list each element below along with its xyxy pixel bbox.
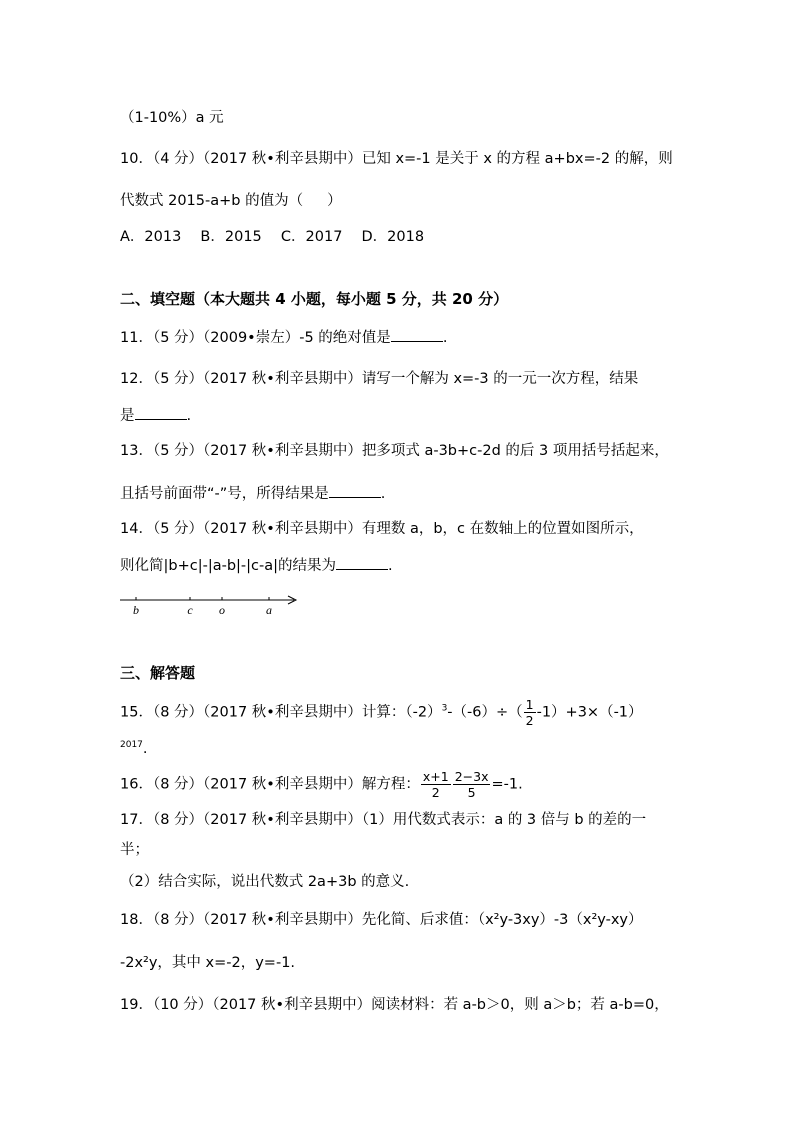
label-o: o xyxy=(219,603,225,617)
question-10-options: A．2013 B．2015 C．2017 D．2018 xyxy=(120,229,425,245)
fraction-2-minus-3x-over-5 xyxy=(453,769,491,800)
question-18-line-2: -2x²y，其中 x=-2，y=-1. xyxy=(120,955,296,971)
question-17-line-3: （2）结合实际，说出代数式 2a+3b 的意义. xyxy=(120,874,410,890)
answer-blank xyxy=(336,555,388,570)
question-10-text: 代数式 2015-a+b 的值为（ xyxy=(120,193,304,209)
question-15-mid: -（-6）÷（ xyxy=(447,704,523,721)
fraction-numerator: 1 xyxy=(525,697,534,712)
fraction-x-plus-1-over-2 xyxy=(421,769,451,800)
number-line-figure xyxy=(118,592,303,618)
question-11-text: 11．（5 分）（2009•崇左）-5 的绝对值是 xyxy=(120,330,391,346)
question-10-close: ） xyxy=(327,193,342,209)
question-14-line-2 xyxy=(120,555,393,576)
question-15-line-1 xyxy=(120,697,643,728)
fraction-numerator: x+1 xyxy=(422,769,449,784)
question-19-line-1: 19．（10 分）（2017 秋•利辛县期中）阅读材料：若 a-b＞0，则 a＞b；若 a-b=0， xyxy=(120,997,669,1013)
exponent-3: 3 xyxy=(441,703,448,714)
question-15-end: -1）+3×（-1） xyxy=(536,704,643,721)
exponent-2017: 2017 xyxy=(120,740,143,750)
text-line-price: （1-10%）a 元 xyxy=(120,110,224,126)
question-12-line-2 xyxy=(120,405,191,426)
answer-blank xyxy=(391,327,443,342)
fraction-numerator: 2−3x xyxy=(454,769,489,784)
section-2-heading: 二、填空题（本大题共 4 小题，每小题 5 分，共 20 分） xyxy=(120,290,509,308)
question-16-end: =-1. xyxy=(491,776,523,793)
question-12-end: . xyxy=(186,408,192,424)
question-17-line-2: 半； xyxy=(120,842,149,858)
question-14-line-1: 14．（5 分）（2017 秋•利辛县期中）有理数 a，b，c 在数轴上的位置如图所示， xyxy=(120,521,644,537)
answer-blank xyxy=(329,483,381,498)
question-16 xyxy=(120,769,523,800)
question-14-text: 则化简|b+c|-|a-b|-|c-a|的结果为 xyxy=(120,558,337,574)
question-13-end: . xyxy=(380,486,386,502)
question-11 xyxy=(120,327,447,348)
question-17-line-1: 17．（8 分）（2017 秋•利辛县期中）（1）用代数式表示：a 的 3 倍与 b 的差的一 xyxy=(120,812,647,828)
fraction-one-half xyxy=(524,697,536,728)
question-13-line-1: 13．（5 分）（2017 秋•利辛县期中）把多项式 a-3b+c-2d 的后 3 项用括号括起来， xyxy=(120,443,669,459)
question-12-line-1: 12．（5 分）（2017 秋•利辛县期中）请写一个解为 x=-3 的一元一次方程，结果 xyxy=(120,371,639,387)
question-10-line-2 xyxy=(120,191,342,211)
fraction-denominator: 2 xyxy=(431,785,440,800)
section-3-heading: 三、解答题 xyxy=(120,664,196,682)
label-b: b xyxy=(133,603,139,617)
question-10-line-1: 10．（4 分）（2017 秋•利辛县期中）已知 x=-1 是关于 x 的方程 a+bx=-2 的解，则 xyxy=(120,151,673,167)
answer-blank xyxy=(135,405,187,420)
question-15-text: 15．（8 分）（2017 秋•利辛县期中）计算：（-2） xyxy=(120,704,442,721)
question-18-line-1: 18．（8 分）（2017 秋•利辛县期中）先化简、后求值：（x²y-3xy）-3（x²y-xy） xyxy=(120,912,643,928)
label-c: c xyxy=(187,603,193,617)
question-16-text: 16．（8 分）（2017 秋•利辛县期中）解方程： xyxy=(120,776,420,793)
question-12-text: 是 xyxy=(120,408,135,424)
question-14-end: . xyxy=(388,558,393,574)
label-a: a xyxy=(266,603,272,617)
question-13-line-2 xyxy=(120,483,385,504)
fraction-denominator: 2 xyxy=(525,713,534,728)
question-11-end: . xyxy=(442,330,448,346)
fraction-denominator: 5 xyxy=(467,785,476,800)
question-13-text: 且括号前面带“-”号，所得结果是 xyxy=(120,486,329,502)
question-15-period: . xyxy=(142,740,148,757)
question-15-line-2 xyxy=(120,735,148,759)
